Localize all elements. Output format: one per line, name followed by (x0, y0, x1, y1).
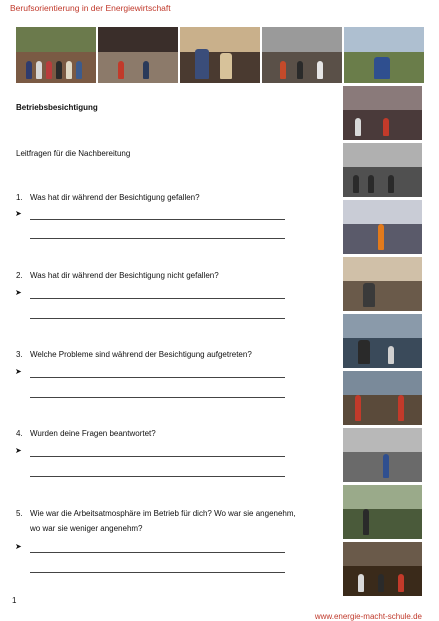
question-2: 2. Was hat dir während der Besichtigung nicht gefallen? (16, 271, 219, 280)
answer-line-3b[interactable] (30, 397, 285, 398)
answer-line-2a[interactable] (30, 298, 285, 299)
bullet-arrow-icon: ➤ (15, 446, 22, 455)
top-photo-strip (16, 27, 424, 83)
answer-line-5b[interactable] (30, 572, 285, 573)
section-subheading: Leitfragen für die Nachbereitung (16, 149, 131, 158)
question-1: 1. Was hat dir während der Besichtigung gefallen? (16, 193, 200, 202)
photo-side-7 (343, 428, 422, 482)
section-heading: Betriebsbesichtigung (16, 103, 98, 112)
footer-website-link[interactable]: www.energie-macht-schule.de (314, 612, 422, 621)
photo-outdoor-solar (344, 27, 424, 83)
answer-line-2b[interactable] (30, 318, 285, 319)
photo-side-8 (343, 485, 422, 539)
question-5: 5. Wie war die Arbeitsatmosphäre im Betrieb für dich? Wo war sie angenehm, wo war sie weniger angenehm? (16, 509, 296, 533)
answer-line-5a[interactable] (30, 552, 285, 553)
question-4: 4. Wurden deine Fragen beantwortet? (16, 429, 156, 438)
bullet-arrow-icon: ➤ (15, 209, 22, 218)
document-header-title: Berufsorientierung in der Energiewirtschaft (10, 3, 171, 13)
photo-students-at-bench (180, 27, 260, 83)
photo-side-5 (343, 314, 422, 368)
page-number: 1 (12, 596, 17, 605)
bullet-arrow-icon: ➤ (15, 367, 22, 376)
bullet-arrow-icon: ➤ (15, 288, 22, 297)
side-photo-column (343, 86, 422, 596)
bullet-arrow-icon: ➤ (15, 542, 22, 551)
answer-line-4b[interactable] (30, 476, 285, 477)
photo-workshop-group (262, 27, 342, 83)
photo-group-classroom (16, 27, 96, 83)
question-3: 3. Welche Probleme sind während der Besichtigung aufgetreten? (16, 350, 252, 359)
answer-line-3a[interactable] (30, 377, 285, 378)
answer-line-1b[interactable] (30, 238, 285, 239)
photo-side-9 (343, 542, 422, 596)
photo-side-6 (343, 371, 422, 425)
photo-side-3 (343, 200, 422, 254)
answer-line-4a[interactable] (30, 456, 285, 457)
photo-exhibition-hall (98, 27, 178, 83)
photo-side-1 (343, 86, 422, 140)
answer-line-1a[interactable] (30, 219, 285, 220)
photo-side-2 (343, 143, 422, 197)
photo-side-4 (343, 257, 422, 311)
